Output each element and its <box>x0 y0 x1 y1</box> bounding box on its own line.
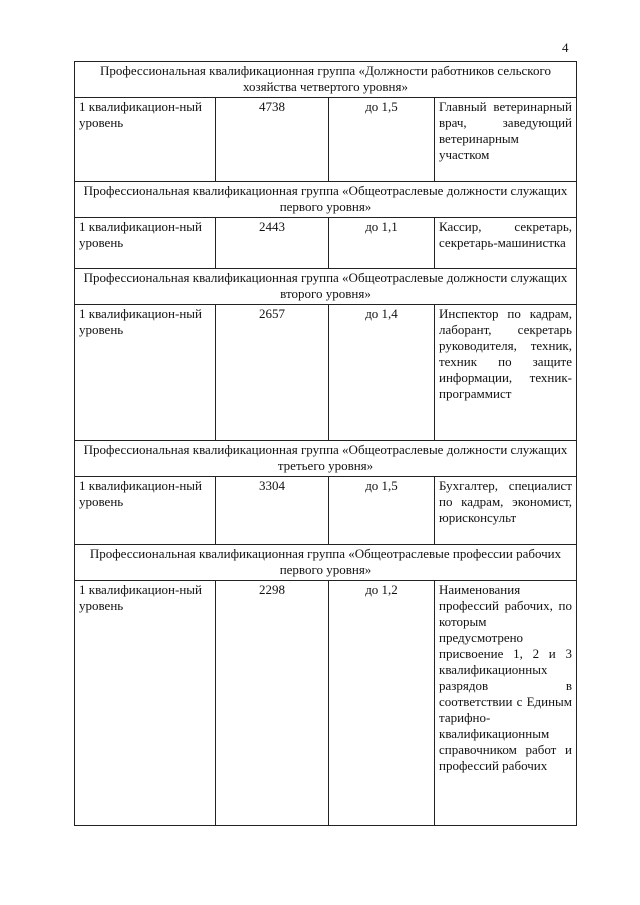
qualification-level: 1 квалификацион-ный уровень <box>75 218 216 269</box>
coefficient-value: до 1,5 <box>329 98 435 182</box>
group-title: Профессиональная квалификационная группа «Общеотраслевые профессии рабочих первого уровня» <box>75 545 577 581</box>
table-row <box>75 477 577 545</box>
coefficient-value: до 1,5 <box>329 477 435 545</box>
positions-list: Бухгалтер, специалист по кадрам, экономист, юрисконсульт <box>435 477 577 545</box>
qualification-level: 1 квалификацион-ный уровень <box>75 98 216 182</box>
salary-value: 2657 <box>216 305 329 441</box>
group-title: Профессиональная квалификационная группа «Общеотраслевые должности служащих первого уровня» <box>75 182 577 218</box>
salary-value: 2298 <box>216 581 329 826</box>
table-row <box>75 581 577 826</box>
qualification-level: 1 квалификацион-ный уровень <box>75 477 216 545</box>
coefficient-value: до 1,2 <box>329 581 435 826</box>
table-row <box>75 98 577 182</box>
group-title: Профессиональная квалификационная группа «Общеотраслевые должности служащих второго уровня» <box>75 269 577 305</box>
page-number: 4 <box>562 40 569 55</box>
table-row <box>75 305 577 441</box>
salary-value: 4738 <box>216 98 329 182</box>
group-header-row <box>75 269 577 305</box>
group-title: Профессиональная квалификационная группа «Должности работников сельского хозяйства четвертого уровня» <box>75 62 577 98</box>
group-header-row <box>75 441 577 477</box>
group-header-row <box>75 545 577 581</box>
salary-value: 3304 <box>216 477 329 545</box>
positions-list: Кассир, секретарь, секретарь-машинистка <box>435 218 577 269</box>
positions-list: Наименования профессий рабочих, по которым предусмотрено присвоение 1, 2 и 3 квалификационных разрядов в соответствии с Единым тарифно-квалификационным справочником работ и профессий рабочих <box>435 581 577 826</box>
qualification-level: 1 квалификацион-ный уровень <box>75 305 216 441</box>
qualification-level: 1 квалификацион-ный уровень <box>75 581 216 826</box>
salary-value: 2443 <box>216 218 329 269</box>
coefficient-value: до 1,1 <box>329 218 435 269</box>
group-header-row <box>75 62 577 98</box>
table-row <box>75 218 577 269</box>
positions-list: Главный ветеринарный врач, заведующий ветеринарным участком <box>435 98 577 182</box>
group-header-row <box>75 182 577 218</box>
coefficient-value: до 1,4 <box>329 305 435 441</box>
positions-list: Инспектор по кадрам, лаборант, секретарь руководителя, техник, техник по защите информации, техник-программист <box>435 305 577 441</box>
qualification-table <box>74 61 577 826</box>
group-title: Профессиональная квалификационная группа «Общеотраслевые должности служащих третьего уровня» <box>75 441 577 477</box>
